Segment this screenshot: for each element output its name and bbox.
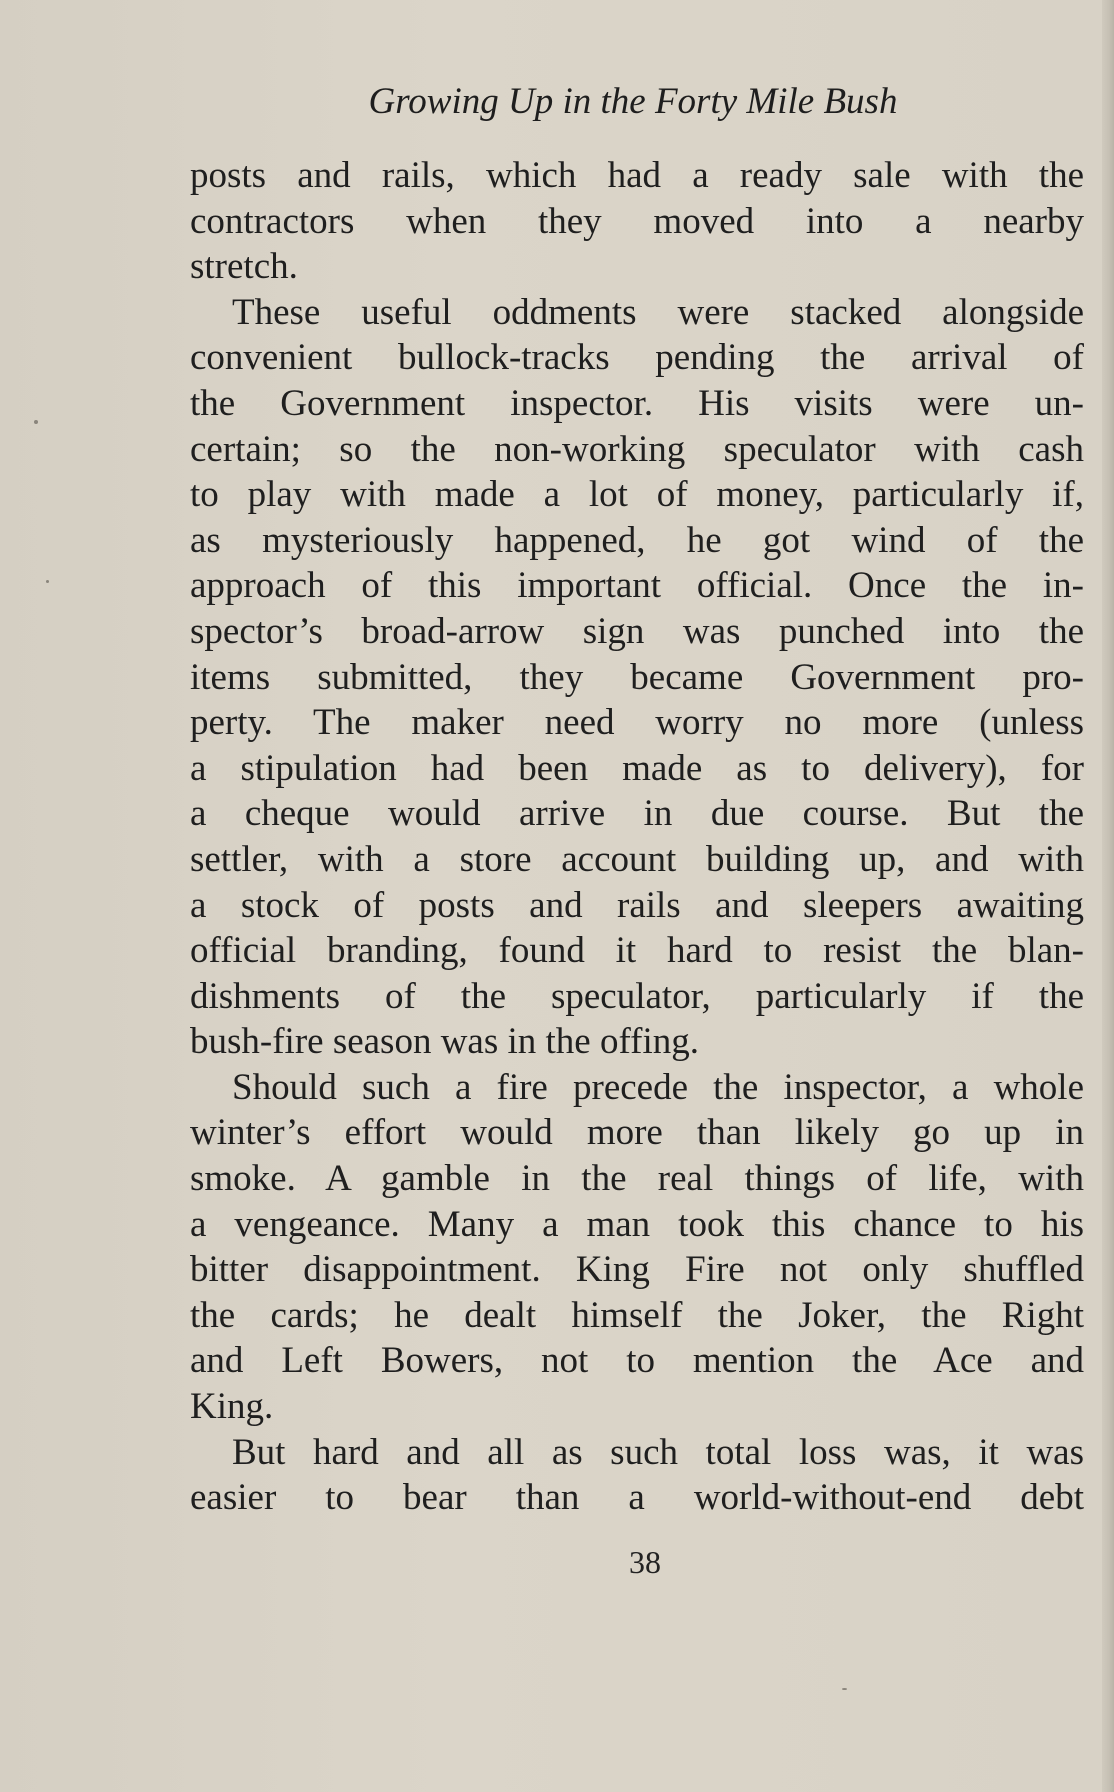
text-line: But hard and all as such total loss was, it was bbox=[232, 1431, 1084, 1473]
text-line: official branding, found it hard to resist the blan- bbox=[190, 930, 1084, 972]
running-head: Growing Up in the Forty Mile Bush bbox=[368, 81, 898, 122]
text-line: contractors when they moved into a nearby bbox=[190, 200, 1084, 242]
text-line: a stipulation had been made as to delivery), for bbox=[190, 747, 1084, 789]
text-line: and Left Bowers, not to mention the Ace and bbox=[190, 1340, 1084, 1382]
text-line: bush-fire season was in the offing. bbox=[190, 1021, 699, 1063]
text-line: to play with made a lot of money, particularly if, bbox=[190, 474, 1084, 516]
text-line: spector’s broad-arrow sign was punched into the bbox=[190, 610, 1084, 652]
text-line: King. bbox=[190, 1386, 274, 1428]
text-line: easier to bear than a world-without-end debt bbox=[190, 1477, 1084, 1519]
paper-speck bbox=[842, 1688, 847, 1690]
text-line: certain; so the non-working speculator with cash bbox=[190, 428, 1084, 470]
text-line: convenient bullock-tracks pending the arrival of bbox=[190, 337, 1084, 379]
text-line: dishments of the speculator, particularly if the bbox=[190, 975, 1084, 1017]
text-line: smoke. A gamble in the real things of life, with bbox=[190, 1158, 1084, 1200]
page-edge bbox=[1102, 0, 1114, 1792]
page-number: 38 bbox=[629, 1544, 661, 1580]
text-line: items submitted, they became Government pro- bbox=[190, 656, 1084, 698]
text-line: a vengeance. Many a man took this chance to his bbox=[190, 1203, 1084, 1245]
text-line: as mysteriously happened, he got wind of the bbox=[190, 519, 1084, 561]
text-line: settler, with a store account building up, and with bbox=[190, 838, 1084, 880]
text-line: perty. The maker need worry no more (unless bbox=[190, 702, 1084, 744]
text-line: Should such a fire precede the inspector, a whole bbox=[232, 1066, 1084, 1108]
text-line: posts and rails, which had a ready sale with the bbox=[190, 155, 1084, 196]
text-line: the Government inspector. His visits were un- bbox=[190, 382, 1084, 424]
text-line: a stock of posts and rails and sleepers awaiting bbox=[190, 884, 1084, 926]
text-line: bitter disappointment. King Fire not only shuffled bbox=[190, 1249, 1084, 1291]
paper-speck bbox=[46, 580, 49, 583]
text-line: a cheque would arrive in due course. But the bbox=[190, 793, 1084, 835]
text-line: winter’s effort would more than likely go up in bbox=[190, 1112, 1084, 1154]
text-line: These useful oddments were stacked alongside bbox=[232, 291, 1084, 333]
paper-speck bbox=[34, 420, 38, 424]
text-line: approach of this important official. Once the in- bbox=[190, 565, 1084, 607]
body-text bbox=[190, 153, 1084, 1521]
text-line: the cards; he dealt himself the Joker, the Right bbox=[190, 1294, 1084, 1336]
text-line: stretch. bbox=[190, 246, 298, 288]
